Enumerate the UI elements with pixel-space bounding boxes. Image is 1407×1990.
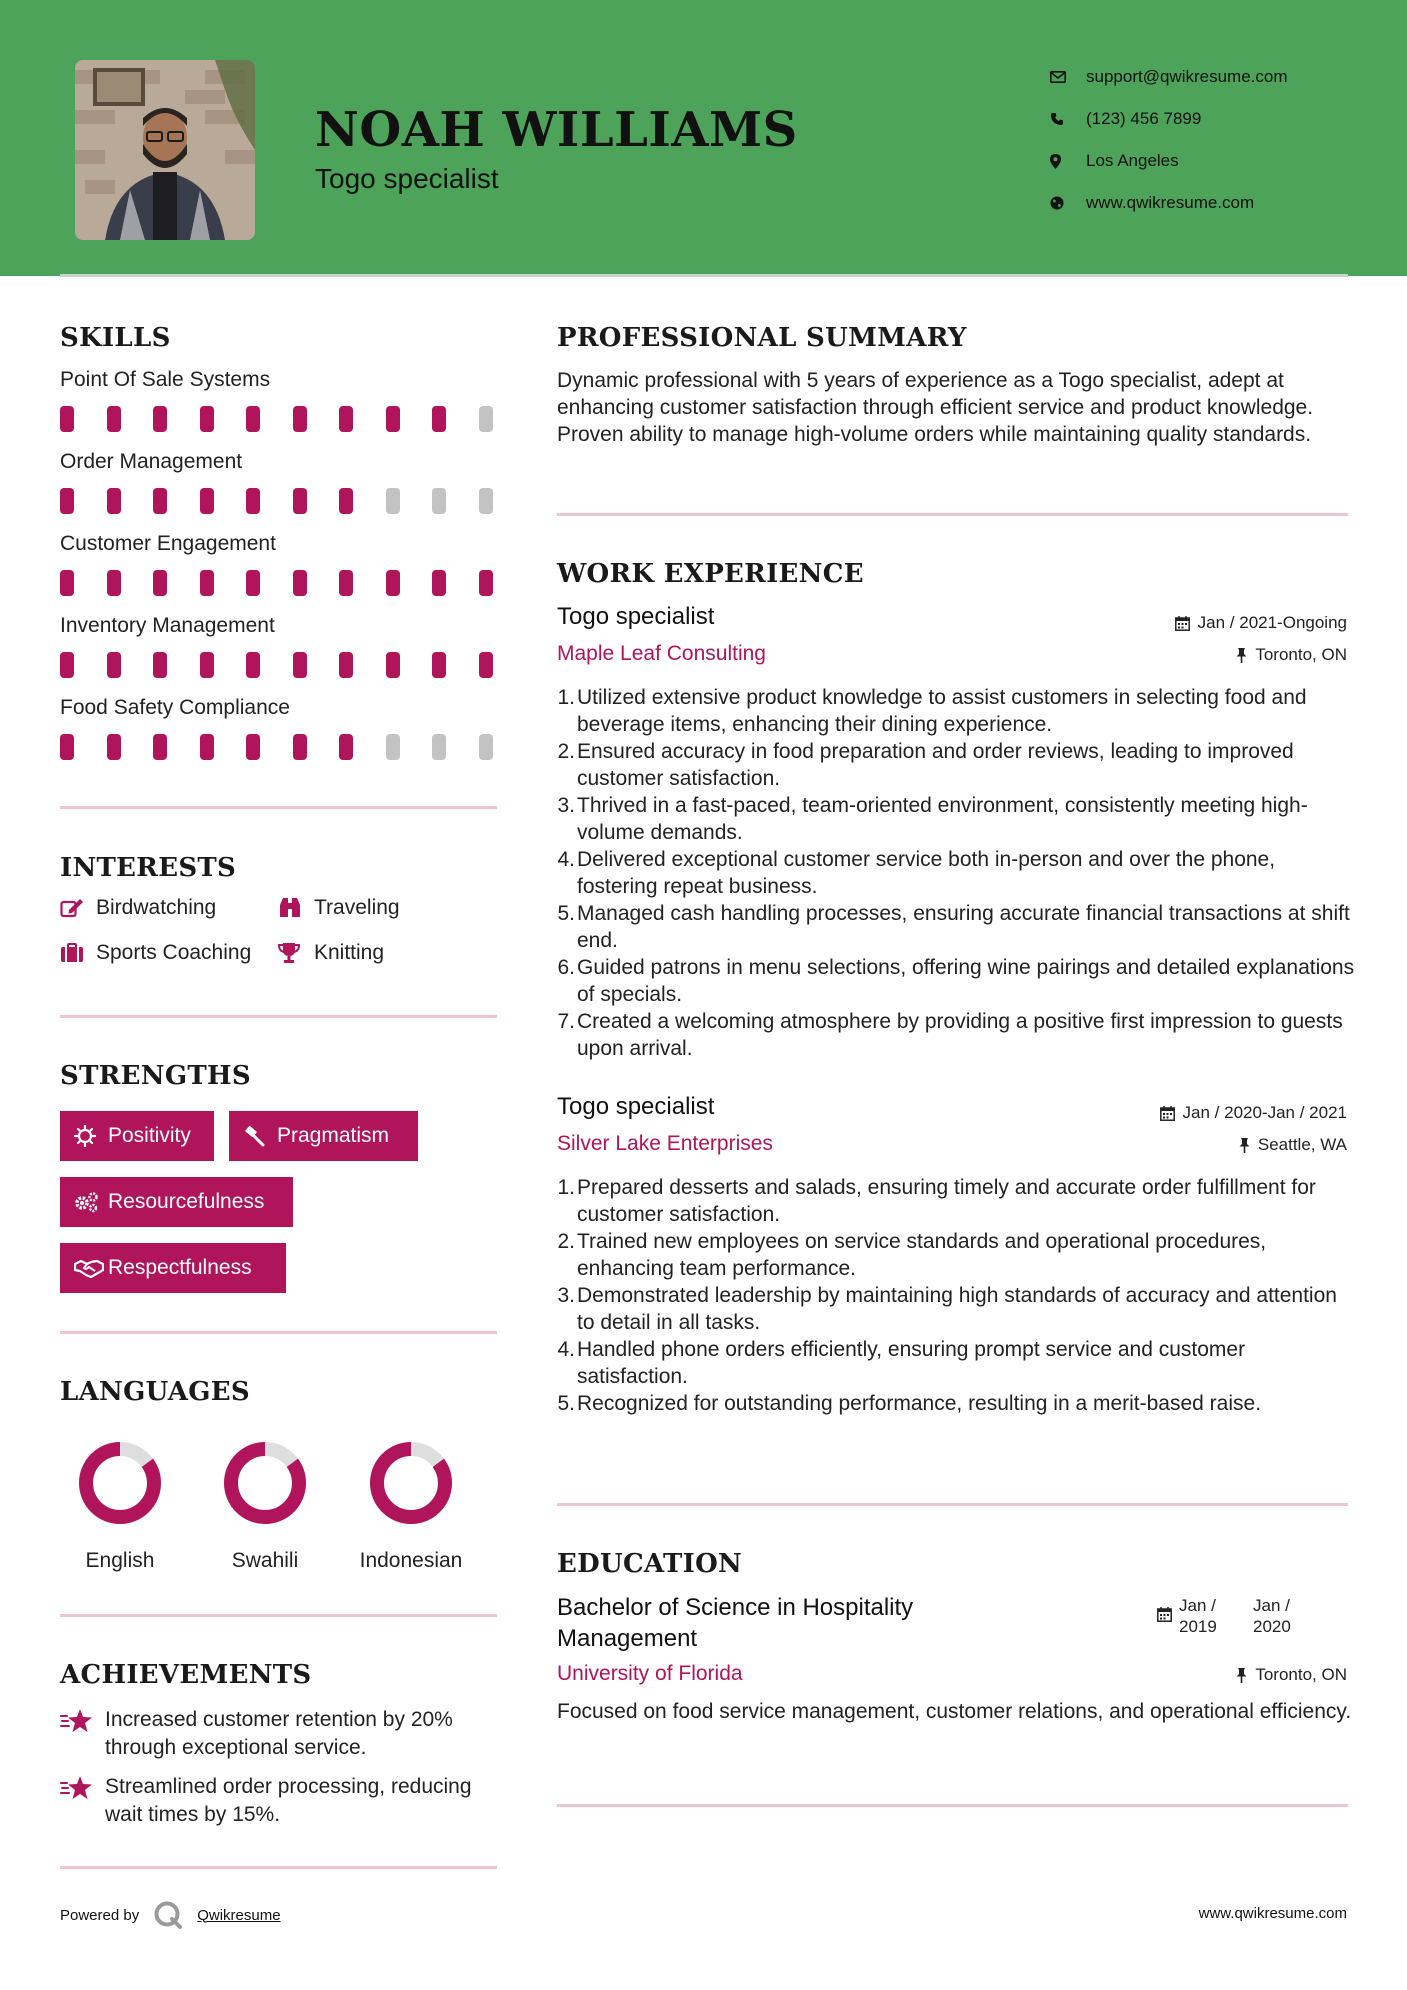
rating-dot-filled [432,406,446,432]
rating-dot-filled [246,406,260,432]
skill-name: Inventory Management [60,614,275,637]
calendar-icon [1157,1607,1172,1622]
bullet-text: Demonstrated leadership by maintaining high standards of accuracy and attention to detail in all tasks. [577,1284,1337,1334]
rating-dot-filled [200,406,214,432]
contact-website[interactable] [1050,182,1288,224]
profile-photo [75,60,255,240]
section-divider [60,1015,497,1018]
footer-website[interactable]: www.qwikresume.com [1198,1905,1347,1922]
rating-dot-filled [107,652,121,678]
rating-dot-filled [246,652,260,678]
degree-name: Bachelor of Science in Hospitality Management [557,1594,914,1652]
bullet-text: Delivered exceptional customer service both in-person and over the phone, fostering repeat business. [577,848,1276,898]
bullet-number: 2. [557,740,575,763]
rating-dot-filled [246,734,260,760]
header-divider [60,274,1348,277]
strength-badge [60,1111,214,1161]
bullet-text: Guided patrons in menu selections, offering wine pairings and detailed explanations of specials. [577,956,1355,1006]
rating-dot-filled [246,570,260,596]
rating-dot-filled [386,570,400,596]
interests-title: INTERESTS [60,853,237,883]
calendar-icon [1160,1106,1175,1121]
rating-dot-filled [60,406,74,432]
rating-dot-empty [386,734,400,760]
rating-dot-filled [432,570,446,596]
language-label: English [85,1549,155,1572]
rating-dot-filled [107,488,121,514]
rating-dot-filled [432,652,446,678]
strength-label: Respectfulness [108,1256,252,1279]
bullet-item [557,738,1357,792]
map-pin-icon [1050,154,1086,169]
rating-dot-filled [339,734,353,760]
bullet-item [557,846,1357,900]
handshake-icon [74,1258,108,1278]
bullet-item [557,1174,1357,1228]
summary-text: Dynamic professional with 5 years of experience as a Togo specialist, adept at enhancing customer satisfaction through efficient service and product knowledge. Proven ability to manage high-volume orders while maintaining quality standards. [557,369,1314,446]
interest-item [278,896,400,920]
language-item [336,1438,486,1573]
job-location [1239,1135,1347,1155]
edu-end-year: 2020 [1253,1617,1291,1636]
skill-rating [60,570,525,596]
contact-website-text: www.qwikresume.com [1086,193,1255,212]
rating-dot-filled [60,652,74,678]
strength-label: Positivity [108,1124,191,1147]
strength-badge [229,1111,418,1161]
contact-email[interactable] [1050,56,1288,98]
rating-dot-filled [153,488,167,514]
rating-dot-filled [153,652,167,678]
rating-dot-filled [339,652,353,678]
bullet-item [557,684,1357,738]
footer-powered-by [60,1900,281,1930]
education-title: EDUCATION [557,1549,743,1579]
education-location [1236,1665,1347,1685]
rating-dot-filled [293,570,307,596]
job-bullets [557,684,1357,1062]
rating-dot-filled [339,406,353,432]
interest-item [60,941,251,965]
bullet-item [557,900,1357,954]
strength-label: Resourcefulness [108,1190,265,1213]
skill-name: Point Of Sale Systems [60,368,271,391]
achievements-title: ACHIEVEMENTS [60,1660,312,1690]
skills-title: SKILLS [60,323,171,353]
globe-icon [1050,196,1086,210]
skill-name: Customer Engagement [60,532,276,555]
powered-by-label: Powered by [60,1906,140,1924]
candidate-name: NOAH WILLIAMS [315,102,798,158]
rating-dot-filled [153,570,167,596]
bullet-item [557,1008,1357,1062]
bullet-number: 5. [557,1392,575,1415]
sun-icon [74,1125,108,1147]
school-name: University of Florida [557,1662,743,1685]
interest-label: Birdwatching [96,896,217,919]
section-divider [557,1503,1348,1506]
rating-dot-filled [107,406,121,432]
bullet-number: 4. [557,848,575,871]
pushpin-icon [1239,1138,1250,1153]
job-dates-text: Jan / 2021-Ongoing [1197,613,1347,632]
bullet-text: Handled phone orders efficiently, ensuring prompt service and customer satisfaction. [577,1338,1246,1388]
pushpin-icon [1236,648,1247,663]
star-icon [60,1706,105,1762]
edu-start-year: 2019 [1179,1617,1217,1636]
envelope-icon [1050,71,1086,83]
bullet-text: Prepared desserts and salads, ensuring timely and accurate order fulfillment for customer satisfaction. [577,1176,1316,1226]
skill-rating [60,734,525,760]
strength-badge [60,1177,293,1227]
contact-phone-text: (123) 456 7899 [1086,109,1202,128]
rating-dot-filled [339,570,353,596]
experience-title: WORK EXPERIENCE [557,559,864,589]
rating-dot-filled [479,652,493,678]
interest-label: Knitting [314,941,385,964]
calendar-icon [1175,616,1190,631]
bullet-number: 3. [557,1284,575,1307]
contact-email-text: support@qwikresume.com [1086,67,1288,86]
bullet-item [557,1336,1357,1390]
rating-dot-filled [200,570,214,596]
rating-dot-empty [386,488,400,514]
bullet-text: Created a welcoming atmosphere by providing a positive first impression to guests upon arrival. [577,1010,1343,1060]
bullet-number: 7. [557,1010,575,1033]
section-divider [60,1614,497,1617]
rating-dot-filled [60,488,74,514]
education-dates [1157,1595,1291,1637]
binoculars-icon [278,897,314,919]
rating-dot-filled [153,734,167,760]
job-title: Togo specialist [557,603,715,630]
skill-rating [60,652,525,678]
rating-dot-filled [293,652,307,678]
interest-label: Traveling [314,896,400,919]
strengths-title: STRENGTHS [60,1061,251,1091]
bullet-item [557,1282,1357,1336]
job-location [1236,645,1347,665]
bullet-number: 3. [557,794,575,817]
language-donut [220,1438,310,1528]
briefcase-icon [60,943,96,963]
rating-dot-filled [60,734,74,760]
rating-dot-filled [386,652,400,678]
job-title: Togo specialist [557,1093,715,1120]
bullet-number: 6. [557,956,575,979]
rating-dot-filled [200,652,214,678]
rating-dot-filled [60,570,74,596]
rating-dot-filled [479,570,493,596]
rating-dot-empty [479,488,493,514]
skill-rating [60,406,525,432]
section-divider [60,806,497,809]
gears-icon [74,1191,108,1213]
education-description: Focused on food service management, customer relations, and operational efficiency. [557,1700,1352,1723]
bullet-number: 4. [557,1338,575,1361]
rating-dot-filled [293,734,307,760]
rating-dot-empty [432,488,446,514]
job-dates-text: Jan / 2020-Jan / 2021 [1182,1103,1347,1122]
education-location-text: Toronto, ON [1255,1665,1347,1684]
achievement-text: Increased customer retention by 20% through exceptional service. [105,1708,453,1759]
bullet-number: 2. [557,1230,575,1253]
bullet-number: 1. [557,1176,575,1199]
trophy-icon [278,942,314,964]
language-item [190,1438,340,1573]
rating-dot-filled [200,488,214,514]
summary-title: PROFESSIONAL SUMMARY [557,323,967,353]
job-dates [1160,1103,1347,1123]
rating-dot-filled [293,406,307,432]
rating-dot-filled [293,488,307,514]
pencil-square-icon [60,898,96,918]
contact-list [1050,56,1288,224]
phone-icon [1050,112,1086,126]
job-bullets [557,1174,1357,1417]
rating-dot-empty [432,734,446,760]
gavel-icon [243,1125,277,1147]
rating-dot-filled [386,406,400,432]
strength-badge [60,1243,286,1293]
language-label: Indonesian [359,1549,463,1572]
edu-end-month: Jan / [1253,1596,1290,1615]
section-divider [60,1866,497,1869]
contact-location [1050,140,1288,182]
contact-phone[interactable] [1050,98,1288,140]
qwikresume-logo-icon [153,1900,183,1930]
contact-location-text: Los Angeles [1086,151,1179,170]
bullet-item [557,792,1357,846]
job-location-text: Seattle, WA [1257,1135,1347,1154]
rating-dot-empty [479,406,493,432]
rating-dot-filled [246,488,260,514]
skill-rating [60,488,525,514]
achievement-text: Streamlined order processing, reducing wait times by 15%. [105,1775,472,1826]
company-name: Silver Lake Enterprises [557,1132,773,1155]
interest-label: Sports Coaching [96,941,252,964]
bullet-text: Thrived in a fast-paced, team-oriented environment, consistently meeting high-volume demands. [577,794,1308,844]
rating-dot-empty [479,734,493,760]
rating-dot-filled [200,734,214,760]
bullet-text: Trained new employees on service standards and operational procedures, enhancing team performance. [577,1230,1267,1280]
pushpin-icon [1236,1668,1247,1683]
achievement-item [60,1773,500,1829]
skill-name: Order Management [60,450,243,473]
bullet-item [557,954,1357,1008]
rating-dot-filled [107,570,121,596]
candidate-role: Togo specialist [315,163,499,194]
qwikresume-link[interactable]: Qwikresume [197,1906,281,1924]
languages-title: LANGUAGES [60,1377,250,1407]
rating-dot-filled [339,488,353,514]
edu-start-month: Jan / [1179,1596,1216,1615]
language-label: Swahili [231,1549,299,1572]
job-location-text: Toronto, ON [1255,645,1347,664]
skill-name: Food Safety Compliance [60,696,290,719]
bullet-number: 1. [557,686,575,709]
language-donut [366,1438,456,1528]
bullet-text: Utilized extensive product knowledge to assist customers in selecting food and beverage items, enhancing their dining experience. [577,686,1307,736]
interest-item [60,896,216,920]
section-divider [557,513,1348,516]
interest-item [278,941,384,965]
bullet-text: Managed cash handling processes, ensuring accurate financial transactions at shift end. [577,902,1350,952]
section-divider [557,1804,1348,1807]
rating-dot-filled [153,406,167,432]
bullet-text: Ensured accuracy in food preparation and order reviews, leading to improved customer satisfaction. [577,740,1294,790]
language-item [45,1438,195,1573]
section-divider [60,1331,497,1334]
bullet-item [557,1228,1357,1282]
company-name: Maple Leaf Consulting [557,642,766,665]
achievement-item [60,1706,500,1762]
bullet-text: Recognized for outstanding performance, resulting in a merit-based raise. [577,1392,1262,1415]
bullet-number: 5. [557,902,575,925]
star-icon [60,1773,105,1829]
language-donut [75,1438,165,1528]
bullet-item [557,1390,1357,1417]
strength-label: Pragmatism [277,1124,390,1147]
rating-dot-filled [107,734,121,760]
job-dates [1175,613,1347,633]
